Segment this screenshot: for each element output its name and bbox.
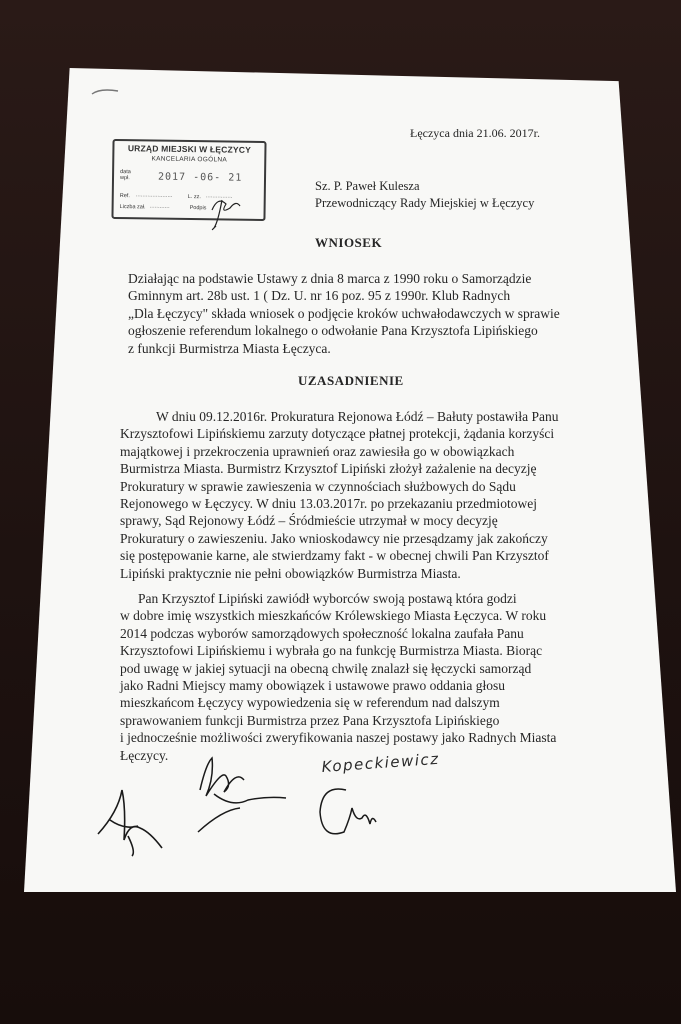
office-stamp bbox=[111, 139, 266, 221]
text-line: Prokuratury w sprawie zawieszenia w czynnościach służbowych do Sądu bbox=[120, 478, 516, 494]
request-paragraph bbox=[128, 270, 560, 357]
text-line: Pan Krzysztof Lipiński zawiódł wyborców swoją postawą która godzi bbox=[138, 591, 517, 606]
stamp-date-value: 2017 -06- 21 bbox=[157, 171, 243, 184]
text-line: Łęczycy. bbox=[120, 747, 169, 763]
text-line: Burmistrza Miasta. Burmistrz Krzysztof Lipiński złożył zażalenie na decyzję bbox=[120, 461, 537, 477]
stamp-label-date: data wpł. bbox=[119, 169, 131, 182]
text-line: jako Radni Miejscy mamy obowiązek i ustawowe prawo oddania głosu bbox=[120, 678, 506, 694]
text-line: W dniu 09.12.2016r. Prokuratura Rejonowa Łódź – Bałuty postawiła Panu bbox=[156, 409, 559, 424]
text-line: 2014 podczas wyborów samorządowych społeczność lokalna zaufała Panu bbox=[120, 625, 524, 641]
stamp-label-podpis: Podpis bbox=[189, 205, 207, 212]
text-line: Krzysztofowi Lipińskiemu i wybrała go na funkcję Burmistrza Miasta. Biorąc bbox=[120, 643, 543, 659]
stamp-label-liczba: Liczba zał. bbox=[119, 204, 146, 211]
addressee-name: Sz. P. Paweł Kulesza bbox=[315, 179, 420, 193]
text-line: w dobre imię wszystkich mieszkańców Królewskiego Miasta Łęczyca. W roku bbox=[120, 608, 547, 624]
stamp-ref-dots: ...................... bbox=[135, 192, 173, 199]
stamp-office-name: URZĄD MIEJSKI W ŁĘCZYCY bbox=[127, 143, 252, 155]
stamp-label-ref: Ref. bbox=[119, 193, 130, 200]
text-line: ogłoszenie referendum lokalnego o odwołanie Pana Krzysztofa Lipińskiego bbox=[128, 323, 538, 339]
heading-request: WNIOSEK bbox=[315, 235, 383, 250]
text-line: Gminnym art. 28b ust. 1 ( Dz. U. nr 16 poz. 95 z 1990r. Klub Radnych bbox=[128, 288, 511, 304]
text-line: Prokuratury o zawieszeniu. Jako wnioskodawcy nie przesądzamy jak zakończy bbox=[120, 530, 548, 546]
text-line: pod uwagę w jakiej sytuacji na obecną chwilę znalazł się łęczycki samorząd bbox=[120, 660, 532, 676]
stamp-department: KANCELARIA OGÓLNA bbox=[151, 155, 228, 164]
addressee-title: Przewodniczący Rady Miejskiej w Łęczycy bbox=[315, 196, 535, 210]
stamp-label-lz: L. zz. bbox=[187, 193, 201, 201]
text-line: i jednocześnie możliwości zweryfikowania naszej postawy jako Radnych Miasta bbox=[120, 730, 557, 746]
text-line: się postępowanie karne, ale stwierdzamy fakt - w obecnej chwili Pan Krzysztof bbox=[120, 548, 549, 564]
justification-paragraph-2 bbox=[120, 590, 556, 764]
text-line: mieszkańcom Łęczycy wypowiedzenia się w referendum nad dalszym bbox=[120, 695, 500, 711]
staple-mark bbox=[90, 86, 120, 96]
text-line: majątkowej i przekroczenia uprawnień oraz zawiesiła go w obowiązkach bbox=[120, 443, 515, 459]
text-line: Rejonowego w Łęczycy. W dniu 13.03.2017r. po przekazaniu przedmiotowej bbox=[120, 496, 538, 512]
addressee-block bbox=[315, 178, 534, 212]
text-line: „Dla Łęczycy" składa wniosek o podjęcie kroków uchwałodawczych w sprawie bbox=[128, 305, 560, 321]
text-line: sprawy, Sąd Rejonowy Łódź – Śródmieście utrzymał w mocy decyzję bbox=[120, 513, 498, 529]
justification-paragraph-1 bbox=[120, 408, 558, 582]
text-line: Działając na podstawie Ustawy z dnia 8 marca z 1990 roku o Samorządzie bbox=[128, 271, 532, 286]
text-line: Krzysztofowi Lipińskiemu zarzuty dotyczące płatnej protekcji, żądania korzyści bbox=[120, 426, 555, 442]
stamp-lz-dots: ................ bbox=[205, 193, 233, 200]
text-line: sprawowaniem funkcji Burmistrza przez Pana Krzysztofa Lipińskiego bbox=[120, 712, 500, 728]
stamp-liczba-dots: ............ bbox=[149, 203, 170, 210]
handwritten-name: Kopeckiewicz bbox=[321, 749, 441, 776]
text-line: Lipiński praktycznie nie pełni obowiązków Burmistrza Miasta. bbox=[120, 565, 461, 581]
heading-justification: UZASADNIENIE bbox=[298, 373, 404, 388]
text-line: z funkcji Burmistrza Miasta Łęczyca. bbox=[128, 340, 331, 356]
date-line: Łęczyca dnia 21.06. 2017r. bbox=[410, 126, 540, 140]
